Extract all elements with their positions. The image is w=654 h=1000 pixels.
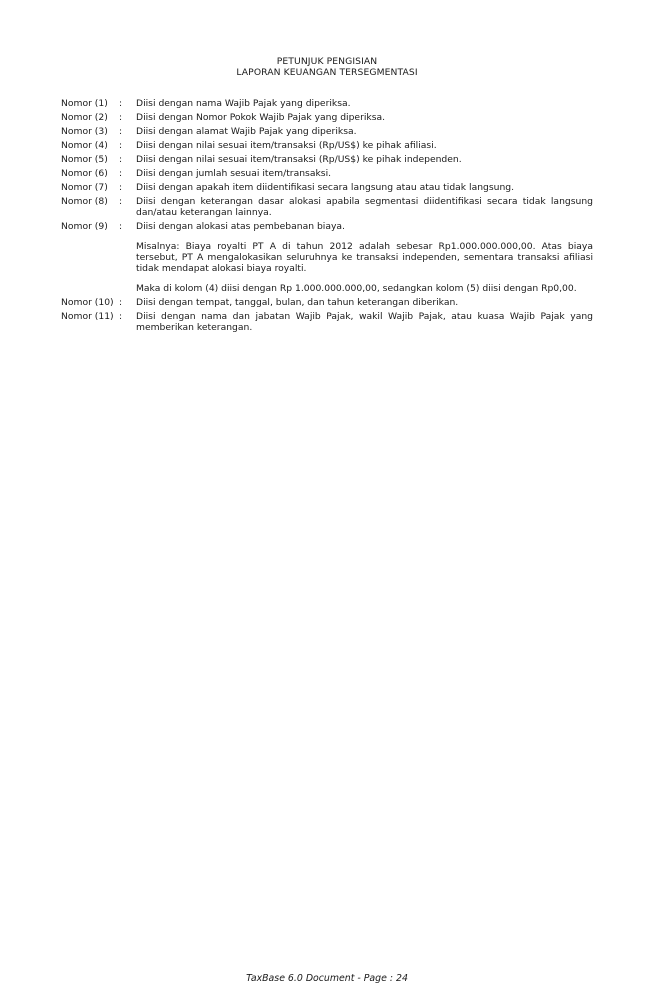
title-line-1: PETUNJUK PENGISIAN	[276, 56, 378, 67]
item-colon: :	[119, 112, 123, 123]
list-item	[61, 196, 593, 218]
item-colon: :	[119, 311, 123, 322]
list-item	[61, 168, 593, 179]
item-label: Nomor (6)	[61, 168, 108, 179]
item-label: Nomor (10)	[61, 297, 114, 308]
title-line-2: LAPORAN KEUANGAN TERSEGMENTASI	[236, 67, 418, 78]
item-colon: :	[119, 126, 123, 137]
item-text: Diisi dengan alokasi atas pembebanan biaya.	[136, 221, 345, 232]
document-title	[0, 56, 654, 78]
example-conclusion: Maka di kolom (4) diisi dengan Rp 1.000.000.000,00, sedangkan kolom (5) diisi dengan Rp0,00.	[136, 283, 577, 294]
list-item	[61, 154, 593, 165]
item-colon: :	[119, 196, 123, 207]
item-text: Diisi dengan alamat Wajib Pajak yang diperiksa.	[136, 126, 357, 137]
item-colon: :	[119, 154, 123, 165]
item-label: Nomor (5)	[61, 154, 108, 165]
instruction-list	[61, 98, 593, 336]
list-item	[61, 182, 593, 193]
list-item	[61, 297, 593, 308]
list-item	[61, 311, 593, 333]
item-label: Nomor (3)	[61, 126, 108, 137]
item-label: Nomor (7)	[61, 182, 108, 193]
list-item	[61, 126, 593, 137]
item-label: Nomor (11)	[61, 311, 114, 322]
item-text: Diisi dengan nilai sesuai item/transaksi (Rp/US$) ke pihak independen.	[136, 154, 462, 165]
list-item	[61, 98, 593, 109]
item-colon: :	[119, 182, 123, 193]
item-label: Nomor (1)	[61, 98, 108, 109]
item-text: Diisi dengan apakah item diidentifikasi secara langsung atau atau tidak langsung.	[136, 182, 515, 193]
page-footer: TaxBase 6.0 Document - Page : 24	[246, 973, 408, 984]
item-text: Diisi dengan keterangan dasar alokasi apabila segmentasi diidentifikasi secara tidak langsung dan/atau keterangan lainnya.	[136, 196, 593, 218]
list-item	[61, 112, 593, 123]
item-text: Diisi dengan nama dan jabatan Wajib Pajak, wakil Wajib Pajak, atau kuasa Wajib Pajak yang memberikan keterangan.	[136, 311, 593, 333]
item-text: Diisi dengan nama Wajib Pajak yang diperiksa.	[136, 98, 351, 109]
item-label: Nomor (2)	[61, 112, 108, 123]
item-colon: :	[119, 168, 123, 179]
item-text: Diisi dengan tempat, tanggal, bulan, dan tahun keterangan diberikan.	[136, 297, 459, 308]
item-colon: :	[119, 140, 123, 151]
item-colon: :	[119, 221, 123, 232]
item-label: Nomor (8)	[61, 196, 108, 207]
item-text: Diisi dengan Nomor Pokok Wajib Pajak yang diperiksa.	[136, 112, 386, 123]
item-text: Diisi dengan nilai sesuai item/transaksi (Rp/US$) ke pihak afiliasi.	[136, 140, 437, 151]
item-text: Diisi dengan jumlah sesuai item/transaksi.	[136, 168, 332, 179]
item-label: Nomor (9)	[61, 221, 108, 232]
list-item	[61, 140, 593, 151]
list-item	[61, 221, 593, 232]
item-label: Nomor (4)	[61, 140, 108, 151]
item-colon: :	[119, 98, 123, 109]
item-colon: :	[119, 297, 123, 308]
example-paragraph: Misalnya: Biaya royalti PT A di tahun 2012 adalah sebesar Rp1.000.000.000,00. Atas biaya tersebut, PT A mengalokasikan seluruhnya ke transaksi independen, sementara transaksi afiliasi tidak mendapat alokasi biaya royalti.	[136, 241, 593, 274]
